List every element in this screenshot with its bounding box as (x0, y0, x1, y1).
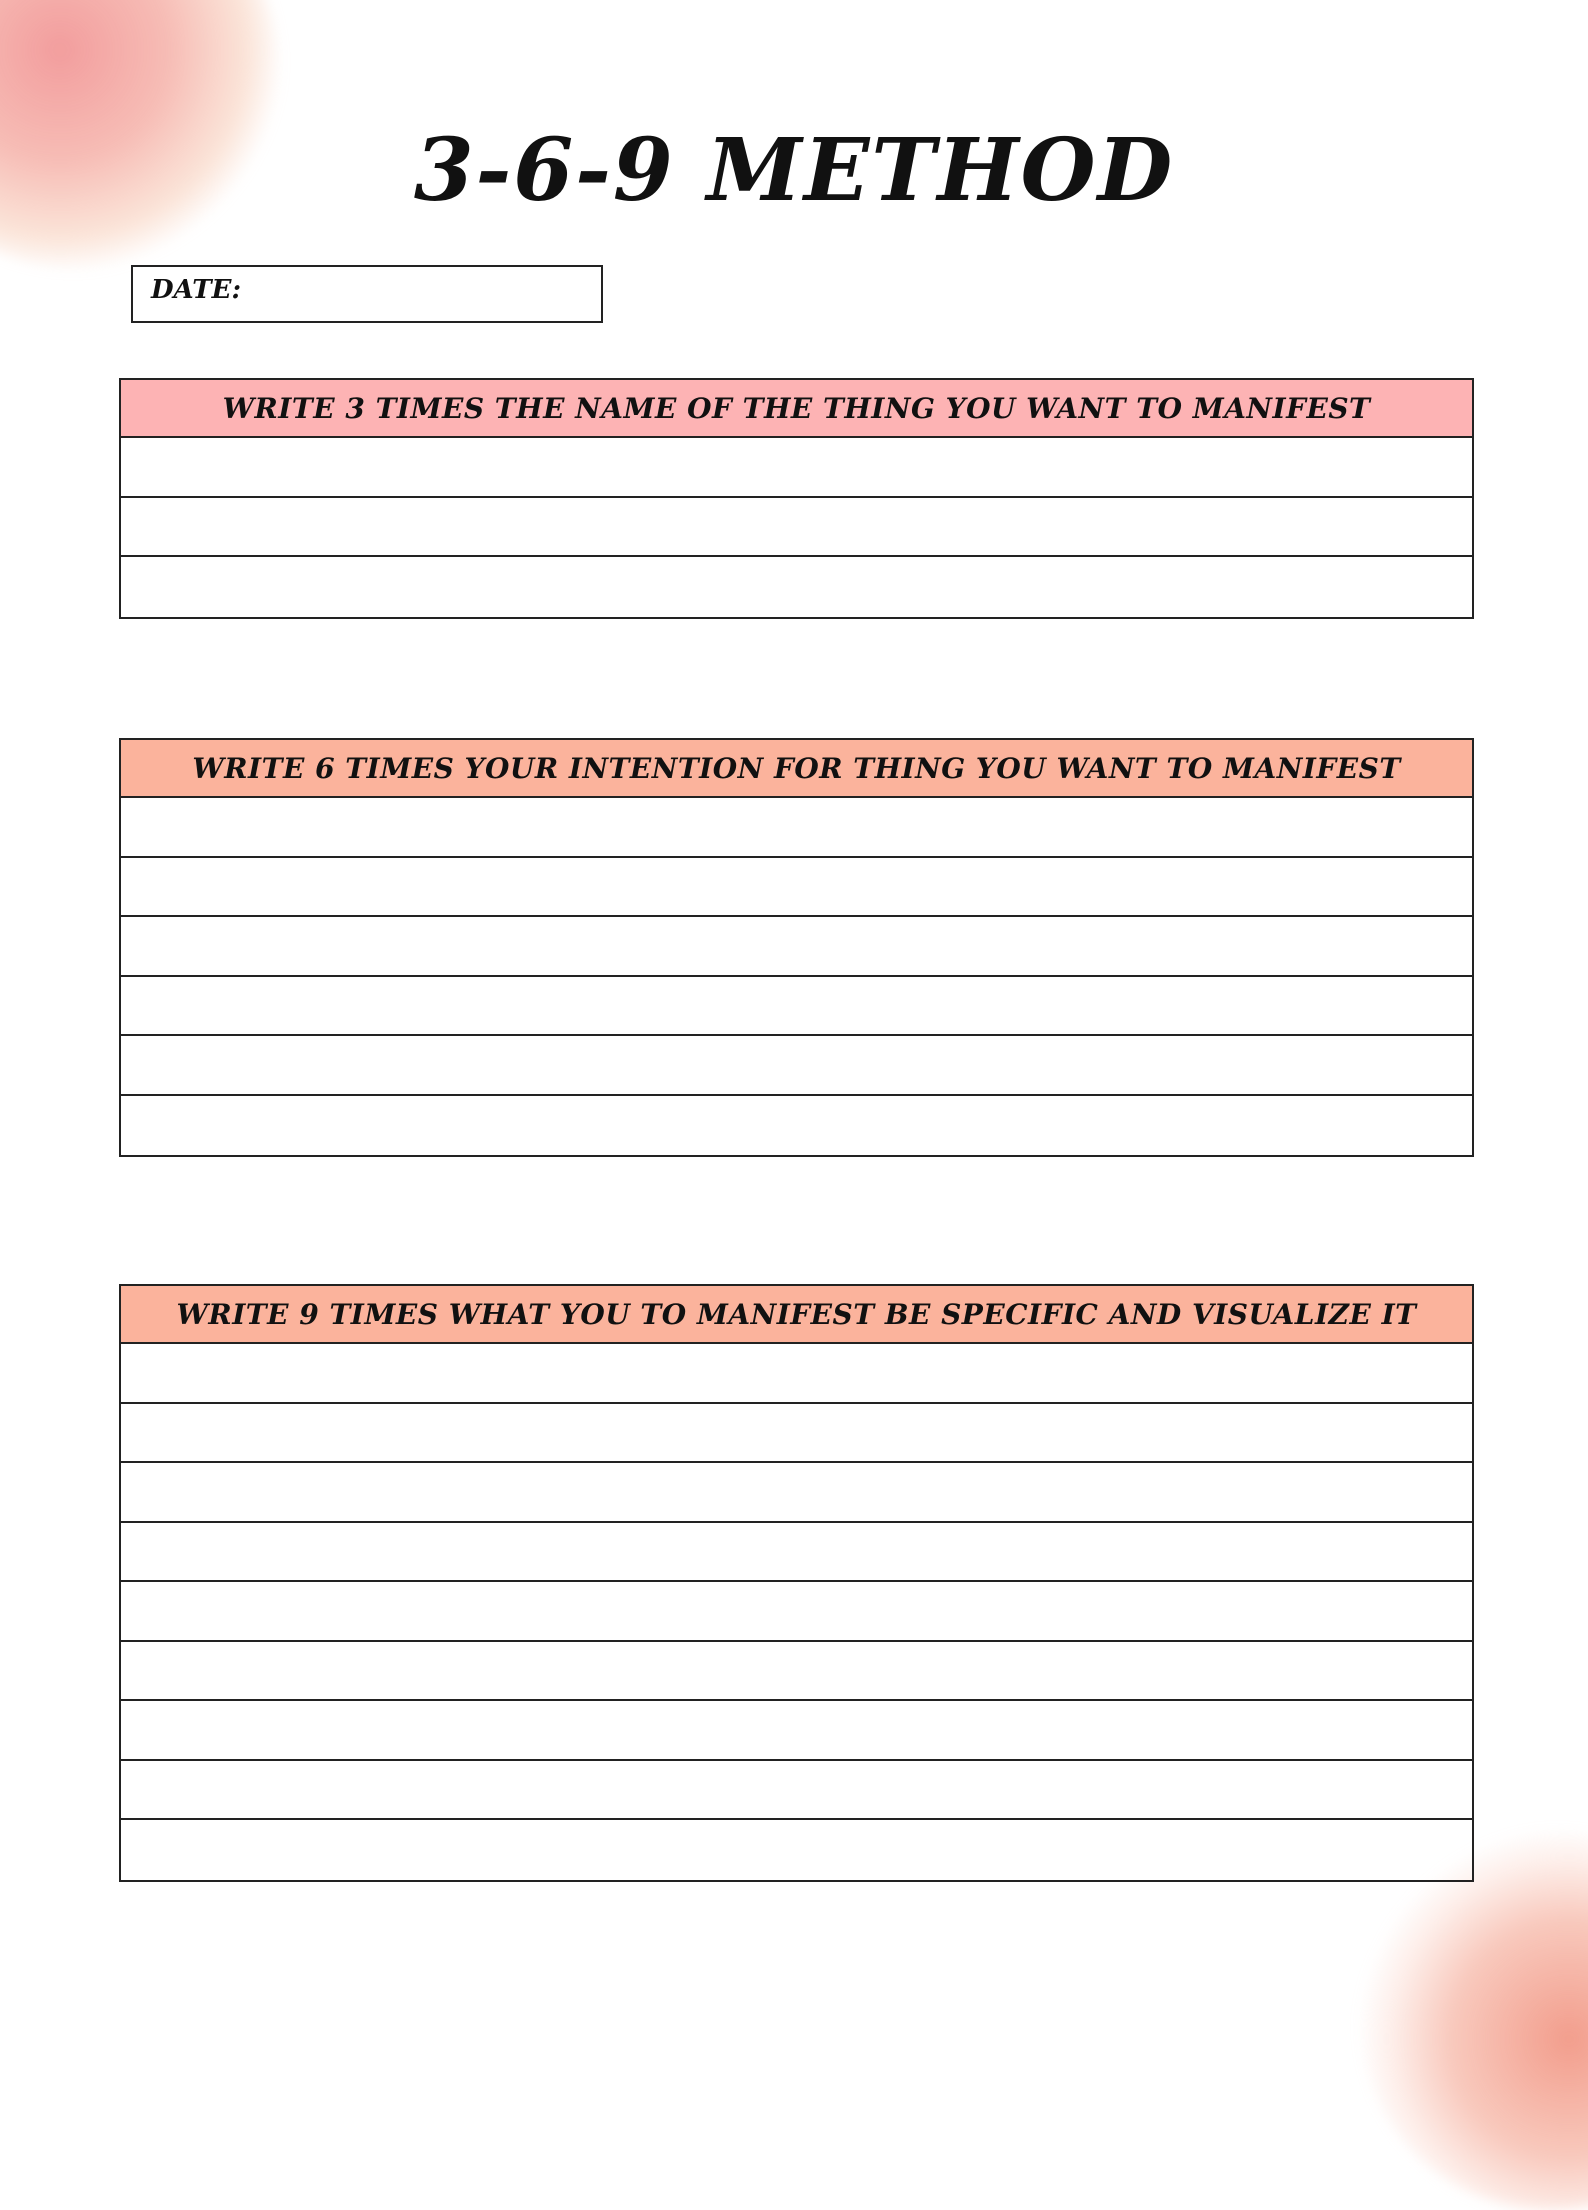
writing-line[interactable] (121, 1404, 1472, 1464)
date-label: DATE: (151, 275, 242, 305)
date-field[interactable] (131, 265, 603, 323)
writing-line[interactable] (121, 1096, 1472, 1156)
section-header: WRITE 6 TIMES YOUR INTENTION FOR THING YOU WANT TO MANIFEST (121, 740, 1472, 798)
writing-line[interactable] (121, 1463, 1472, 1523)
writing-lines (121, 798, 1472, 1155)
writing-lines (121, 438, 1472, 617)
writing-line[interactable] (121, 1701, 1472, 1761)
writing-line[interactable] (121, 1820, 1472, 1880)
section-header: WRITE 3 TIMES THE NAME OF THE THING YOU WANT TO MANIFEST (121, 380, 1472, 438)
writing-line[interactable] (121, 917, 1472, 977)
writing-lines (121, 1344, 1472, 1880)
writing-line[interactable] (121, 498, 1472, 558)
page-title: 3-6-9 METHOD (413, 120, 1175, 221)
section-write-3-times (119, 378, 1474, 619)
section-header: WRITE 9 TIMES WHAT YOU TO MANIFEST BE SPECIFIC AND VISUALIZE IT (121, 1286, 1472, 1344)
writing-line[interactable] (121, 557, 1472, 617)
writing-line[interactable] (121, 1036, 1472, 1096)
writing-line[interactable] (121, 977, 1472, 1037)
writing-line[interactable] (121, 438, 1472, 498)
section-write-9-times (119, 1284, 1474, 1882)
writing-line[interactable] (121, 858, 1472, 918)
writing-line[interactable] (121, 1642, 1472, 1702)
writing-line[interactable] (121, 1582, 1472, 1642)
watercolor-decoration-bottom-right (1360, 1830, 1588, 2210)
writing-line[interactable] (121, 1523, 1472, 1583)
section-write-6-times (119, 738, 1474, 1157)
writing-line[interactable] (121, 1344, 1472, 1404)
writing-line[interactable] (121, 798, 1472, 858)
writing-line[interactable] (121, 1761, 1472, 1821)
